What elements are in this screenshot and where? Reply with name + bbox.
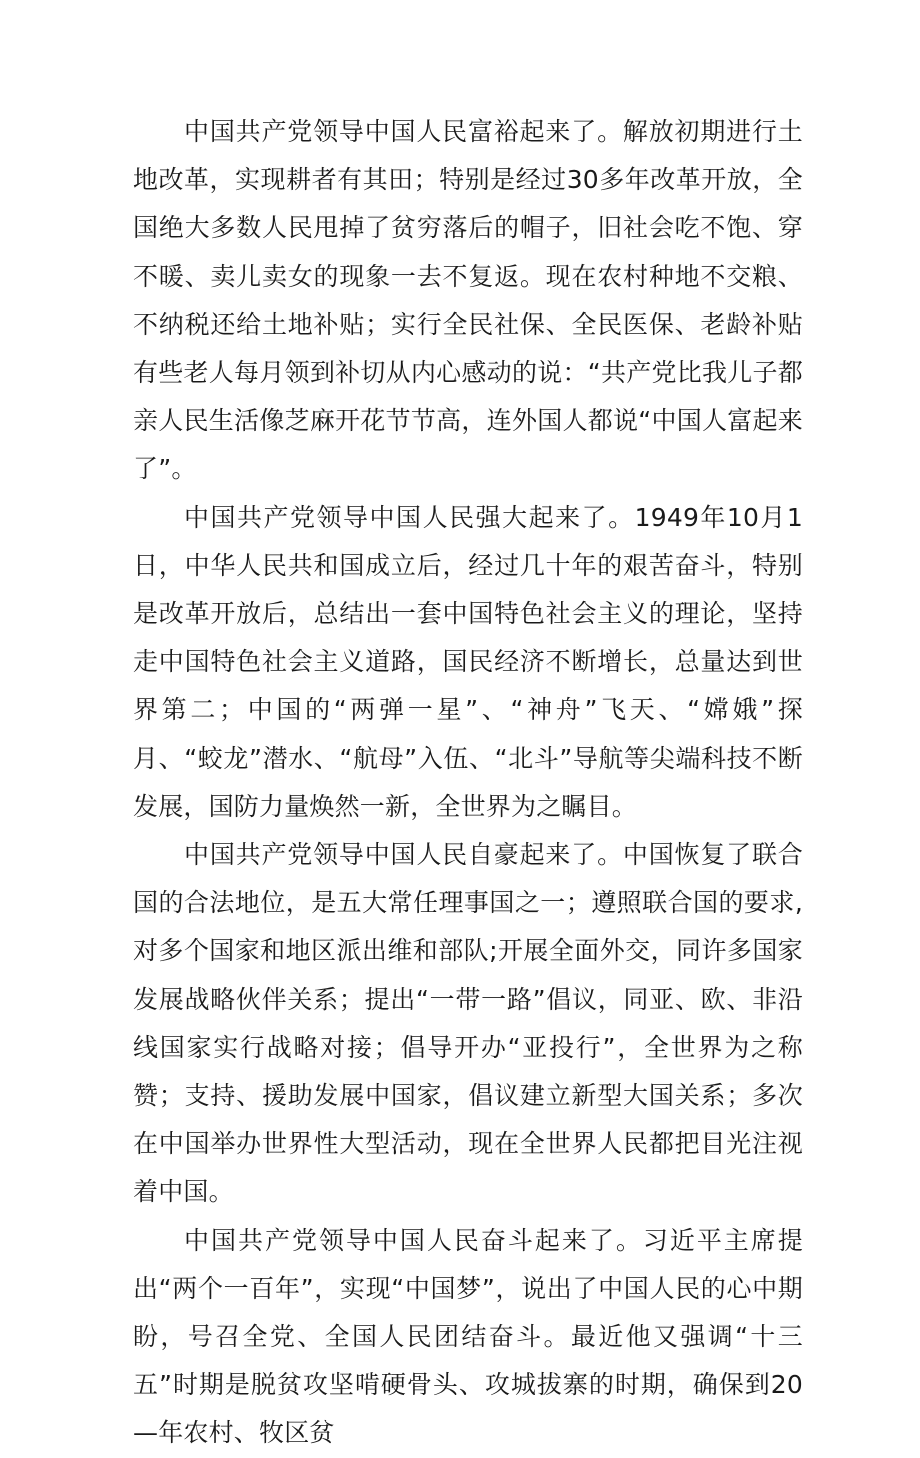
paragraph-prosperity: 中国共产党领导中国人民富裕起来了。解放初期进行土地改革，实现耕者有其田；特别是经过30多年改革开放，全国绝大多数人民甩掉了贫穷落后的帽子，旧社会吃不饱、穿不暖、卖儿卖女的现象一去不复返。现在农村种地不交粮、不纳税还给土地补贴；实行全民社保、全民医保、老龄补贴有些老人每月领到补切从内心感动的说：“共产党比我儿子都亲人民生活像芝麻开花节节高，连外国人都说“中国人富起来了”。 (133, 117, 803, 484)
document-body (133, 108, 803, 1458)
paragraph-strength: 中国共产党领导中国人民强大起来了。1949年10月1日，中华人民共和国成立后，经过几十年的艰苦奋斗，特别是改革开放后，总结出一套中国特色社会主义的理论，坚持走中国特色社会主义道路，国民经济不断增长，总量达到世界第二；中国的“两弹一星”、“神舟”飞天、“嫦娥”探月、“蛟龙”潜水、“航母”入伍、“北斗”导航等尖端科技不断发展，国防力量焕然一新，全世界为之瞩目。 (133, 502, 803, 821)
paragraph-struggle: 中国共产党领导中国人民奋斗起来了。习近平主席提出“两个一百年”，实现“中国梦”，说出了中国人民的心中期盼，号召全党、全国人民团结奋斗。最近他又强调“十三五”时期是脱贫攻坚啃硬骨头、攻城拔寨的时期，确保到20—年农村、牧区贫 (133, 1225, 803, 1448)
paragraph-pride: 中国共产党领导中国人民自豪起来了。中国恢复了联合国的合法地位，是五大常任理事国之一；遵照联合国的要求,对多个国家和地区派出维和部队;开展全面外交，同许多国家发展战略伙伴关系；提出“一带一路”倡议，同亚、欧、非沿线国家实行战略对接；倡导开办“亚投行”，全世界为之称赞；支持、援助发展中国家，倡议建立新型大国关系；多次在中国举办世界性大型活动，现在全世界人民都把目光注视着中国。 (133, 840, 803, 1207)
